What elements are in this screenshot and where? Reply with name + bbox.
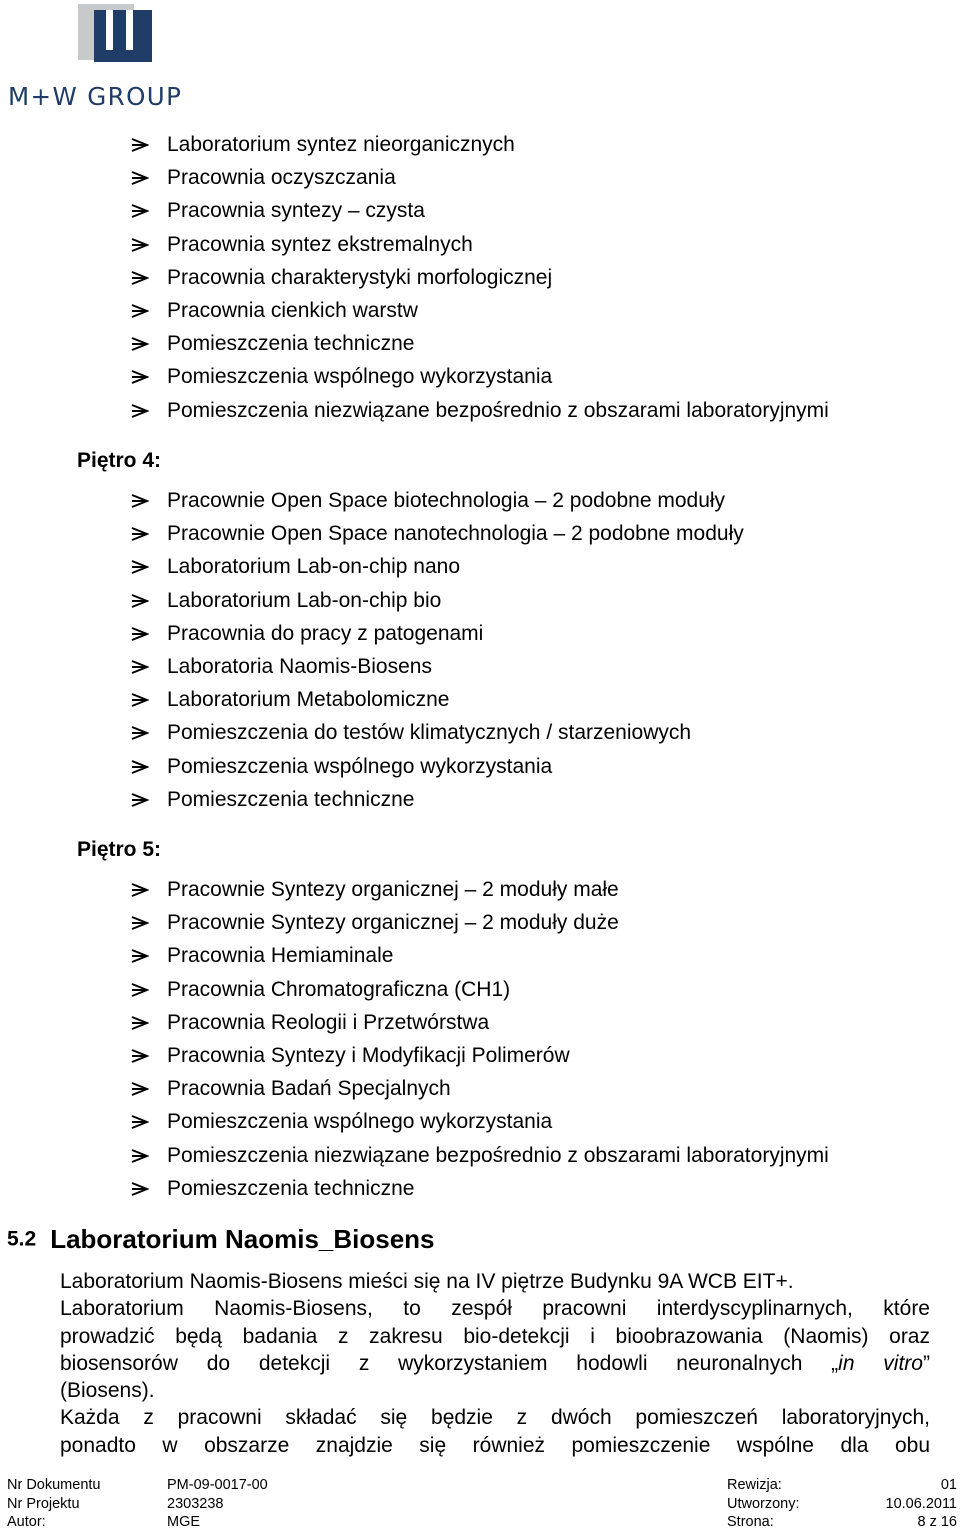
arrow-bullet-icon: [131, 914, 149, 932]
author-value: MGE: [167, 1514, 201, 1530]
list-item: Pracownia Syntezy i Modyfikacji Polimerów: [131, 1039, 829, 1072]
created-value: 10.06.2011: [885, 1495, 957, 1512]
arrow-bullet-icon: [131, 335, 149, 353]
list-item: Pracownia Chromatograficzna (CH1): [131, 973, 829, 1006]
arrow-bullet-icon: [131, 1113, 149, 1131]
list-item: Pomieszczenia techniczne: [131, 783, 744, 816]
list-item: Pomieszczenia wspólnego wykorzystania: [131, 750, 744, 783]
footer-row: [7, 1513, 957, 1532]
arrow-bullet-icon: [131, 1180, 149, 1198]
arrow-bullet-icon: [131, 368, 149, 386]
lab-list-upper: [131, 128, 829, 427]
arrow-bullet-icon: [131, 169, 149, 187]
list-item: Laboratorium Lab-on-chip nano: [131, 550, 744, 583]
paragraph-line: ponadto w obszarze znajdzie się również pomieszczenie wspólne dla obu: [60, 1433, 930, 1457]
list-item: Pomieszczenia niezwiązane bezpośrednio z obszarami laboratoryjnymi: [131, 1139, 829, 1172]
floor-5-heading: Piętro 5:: [77, 838, 162, 861]
project-number-label: Nr Projektu: [7, 1495, 80, 1512]
lab-list-floor-4: [131, 484, 744, 816]
italic-term: in vitro: [838, 1351, 923, 1375]
arrow-bullet-icon: [131, 525, 149, 543]
arrow-bullet-icon: [131, 558, 149, 576]
lab-list-floor-5: [131, 873, 829, 1205]
page-value: 8 z 16: [917, 1514, 957, 1530]
list-item: Pracownie Open Space biotechnologia – 2 podobne moduły: [131, 484, 744, 517]
list-item: Pomieszczenia techniczne: [131, 1172, 829, 1205]
list-item: Pracownia do pracy z patogenami: [131, 617, 744, 650]
list-item: Pracownia syntezy – czysta: [131, 194, 829, 227]
arrow-bullet-icon: [131, 791, 149, 809]
page-label: Strona:: [727, 1514, 774, 1530]
paragraph-line: biosensorów do detekcji z wykorzystaniem hodowli neuronalnych „in vitro”: [60, 1351, 930, 1375]
section-body: [60, 1268, 930, 1459]
company-logo: [4, 2, 224, 114]
revision-label: Rewizja:: [727, 1477, 782, 1493]
paragraph-line: Każda z pracowni składać się będzie z dwóch pomieszczeń laboratoryjnych,: [60, 1406, 930, 1430]
list-item: Laboratorium Metabolomiczne: [131, 683, 744, 716]
list-item: Pracownia oczyszczania: [131, 161, 829, 194]
arrow-bullet-icon: [131, 236, 149, 254]
doc-number-label: Nr Dokumentu: [7, 1477, 101, 1493]
created-label: Utworzony:: [727, 1495, 800, 1512]
footer-row: [7, 1495, 957, 1514]
section-title: Laboratorium Naomis_Biosens: [50, 1224, 435, 1254]
arrow-bullet-icon: [131, 881, 149, 899]
arrow-bullet-icon: [131, 981, 149, 999]
list-item: Pracownia cienkich warstw: [131, 294, 829, 327]
list-item: Pracownia Badań Specjalnych: [131, 1072, 829, 1105]
revision-value: 01: [940, 1477, 957, 1493]
arrow-bullet-icon: [131, 658, 149, 676]
arrow-bullet-icon: [131, 492, 149, 510]
arrow-bullet-icon: [131, 724, 149, 742]
arrow-bullet-icon: [131, 302, 149, 320]
list-item: Pomieszczenia wspólnego wykorzystania: [131, 1105, 829, 1138]
arrow-bullet-icon: [131, 758, 149, 776]
project-number-value: 2303238: [167, 1495, 224, 1512]
paragraph-line: (Biosens).: [60, 1379, 155, 1403]
arrow-bullet-icon: [131, 269, 149, 287]
logo-wordmark: M+W GROUP: [8, 82, 183, 111]
arrow-bullet-icon: [131, 691, 149, 709]
paragraph: Laboratorium Naomis-Biosens mieści się na IV piętrze Budynku 9A WCB EIT+.: [60, 1270, 794, 1293]
floor-4-heading: Piętro 4:: [77, 449, 162, 472]
list-item: Pracownia charakterystyki morfologicznej: [131, 261, 829, 294]
list-item: Pomieszczenia niezwiązane bezpośrednio z obszarami laboratoryjnymi: [131, 394, 829, 427]
list-item: Pracownie Syntezy organicznej – 2 moduły duże: [131, 906, 829, 939]
list-item: Laboratorium Lab-on-chip bio: [131, 584, 744, 617]
paragraph-line: prowadzić będą badania z zakresu bio-detekcji i bioobrazowania (Naomis) oraz: [60, 1324, 930, 1348]
author-label: Autor:: [7, 1514, 46, 1530]
arrow-bullet-icon: [131, 592, 149, 610]
footer-row: [7, 1476, 957, 1495]
list-item: Laboratorium syntez nieorganicznych: [131, 128, 829, 161]
list-item: Pomieszczenia wspólnego wykorzystania: [131, 360, 829, 393]
logo-mark-icon: [78, 2, 152, 66]
arrow-bullet-icon: [131, 625, 149, 643]
arrow-bullet-icon: [131, 1047, 149, 1065]
document-footer: [7, 1476, 957, 1532]
section-number: 5.2: [7, 1227, 37, 1251]
doc-number-value: PM-09-0017-00: [167, 1477, 268, 1493]
arrow-bullet-icon: [131, 136, 149, 154]
arrow-bullet-icon: [131, 947, 149, 965]
list-item: Pracownie Open Space nanotechnologia – 2 podobne moduły: [131, 517, 744, 550]
list-item: Pomieszczenia techniczne: [131, 327, 829, 360]
arrow-bullet-icon: [131, 402, 149, 420]
list-item: Pracownie Syntezy organicznej – 2 moduły małe: [131, 873, 829, 906]
list-item: Pracownia Hemiaminale: [131, 939, 829, 972]
arrow-bullet-icon: [131, 1014, 149, 1032]
list-item: Pomieszczenia do testów klimatycznych / starzeniowych: [131, 716, 744, 749]
arrow-bullet-icon: [131, 1147, 149, 1165]
list-item: Pracownia Reologii i Przetwórstwa: [131, 1006, 829, 1039]
arrow-bullet-icon: [131, 202, 149, 220]
section-heading: [7, 1224, 435, 1255]
list-item: Pracownia syntez ekstremalnych: [131, 228, 829, 261]
list-item: Laboratoria Naomis-Biosens: [131, 650, 744, 683]
paragraph-line: Laboratorium Naomis-Biosens, to zespół pracowni interdyscyplinarnych, które: [60, 1297, 930, 1321]
arrow-bullet-icon: [131, 1080, 149, 1098]
